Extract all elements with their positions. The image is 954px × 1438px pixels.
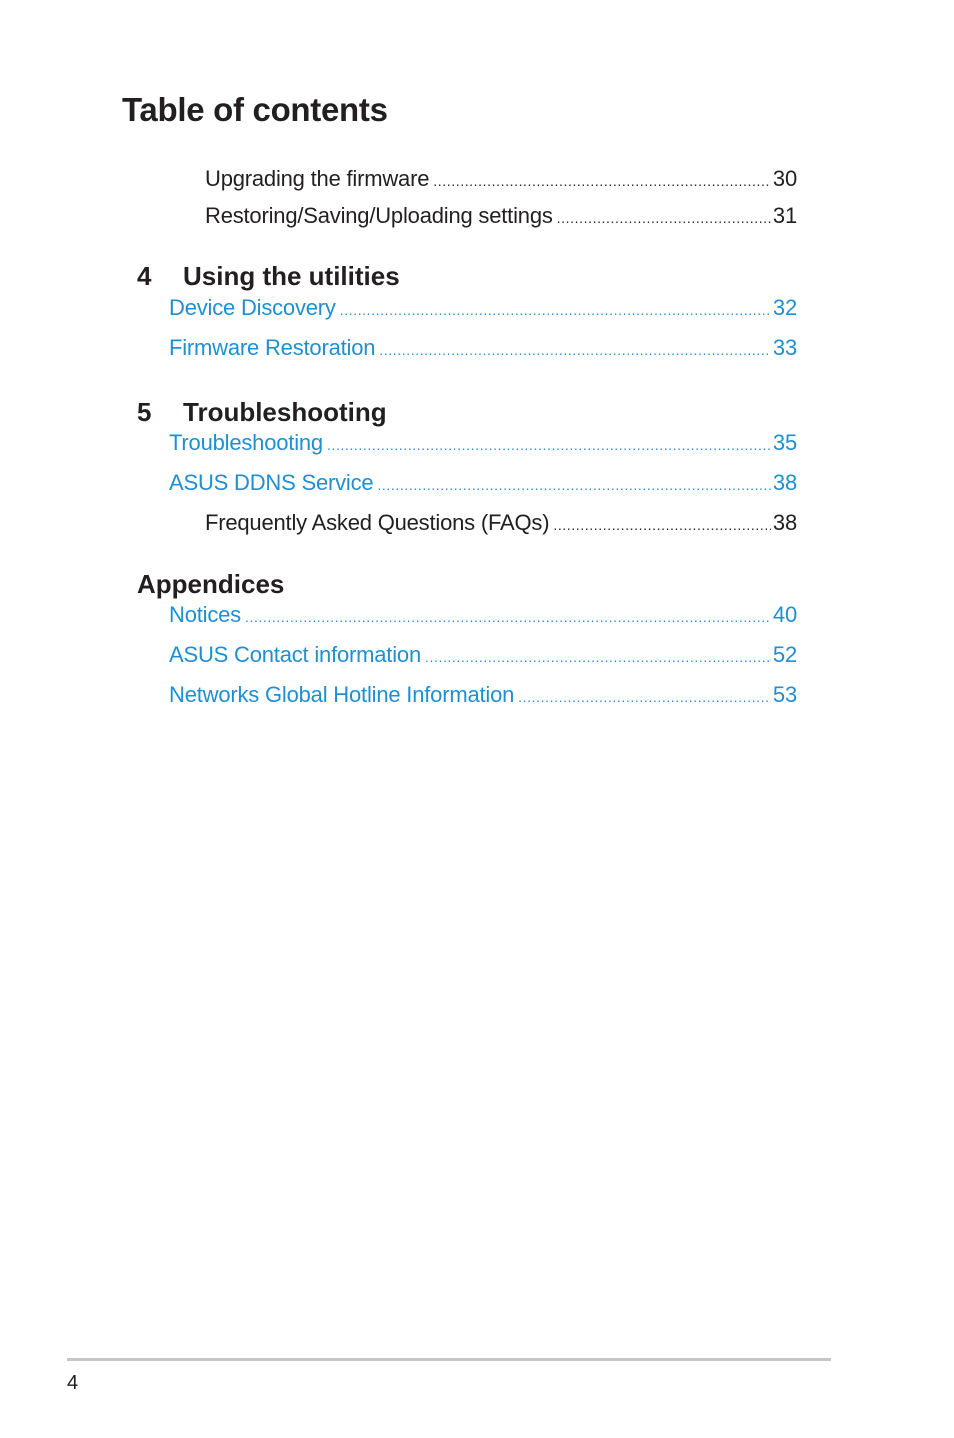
- toc-entry-label: Firmware Restoration: [169, 335, 376, 360]
- toc-entry-asus-contact[interactable]: [169, 642, 797, 672]
- toc-entry-upgrading-firmware[interactable]: [205, 166, 797, 196]
- toc-entry-page: 30: [772, 166, 797, 191]
- footer-divider: [67, 1358, 831, 1361]
- toc-entry-label: ASUS Contact information: [169, 642, 421, 667]
- toc-entry-page: 38: [772, 470, 797, 495]
- toc-entry-device-discovery[interactable]: [169, 295, 797, 325]
- dot-leader: [553, 517, 771, 533]
- toc-entry-label: Notices: [169, 602, 241, 627]
- section-title: Appendices: [137, 569, 285, 599]
- toc-entry-page: 31: [772, 203, 797, 228]
- dot-leader: [377, 477, 770, 493]
- toc-entry-notices[interactable]: [169, 602, 797, 632]
- toc-entry-label: Upgrading the firmware: [205, 166, 430, 191]
- section-number: 4: [137, 261, 152, 291]
- dot-leader: [433, 173, 771, 189]
- toc-entry-label: Frequently Asked Questions (FAQs): [205, 510, 550, 535]
- dot-leader: [557, 210, 771, 226]
- section-heading-4: [137, 261, 400, 292]
- section-heading-5: [137, 397, 387, 428]
- section-title: Using the utilities: [183, 261, 400, 291]
- toc-entry-page: 53: [772, 682, 797, 707]
- section-number: 5: [137, 397, 152, 427]
- toc-entry-label: Restoring/Saving/Uploading settings: [205, 203, 553, 228]
- toc-entry-faqs[interactable]: [205, 510, 797, 540]
- toc-entry-page: 52: [772, 642, 797, 667]
- toc-entry-label: Networks Global Hotline Information: [169, 682, 515, 707]
- section-heading-appendices: [137, 569, 284, 600]
- dot-leader: [327, 437, 771, 453]
- toc-entry-page: 33: [772, 335, 797, 360]
- toc-entry-page: 32: [772, 295, 797, 320]
- toc-entry-page: 35: [772, 430, 797, 455]
- page-title: Table of contents: [122, 91, 388, 128]
- dot-leader: [340, 302, 771, 318]
- toc-entry-troubleshooting[interactable]: [169, 430, 797, 460]
- toc-entry-label: Device Discovery: [169, 295, 336, 320]
- toc-entry-asus-ddns-service[interactable]: [169, 470, 797, 500]
- toc-entry-firmware-restoration[interactable]: [169, 335, 797, 365]
- toc-entry-page: 40: [772, 602, 797, 627]
- dot-leader: [518, 689, 771, 705]
- dot-leader: [379, 342, 771, 358]
- page-number: 4: [67, 1372, 79, 1394]
- toc-entry-global-hotline[interactable]: [169, 682, 797, 712]
- toc-entry-restoring-settings[interactable]: [205, 203, 797, 233]
- toc-entry-label: Troubleshooting: [169, 430, 323, 455]
- toc-entry-label: ASUS DDNS Service: [169, 470, 374, 495]
- toc-entry-page: 38: [772, 510, 797, 535]
- dot-leader: [425, 649, 771, 665]
- dot-leader: [245, 609, 771, 625]
- section-title: Troubleshooting: [183, 397, 387, 427]
